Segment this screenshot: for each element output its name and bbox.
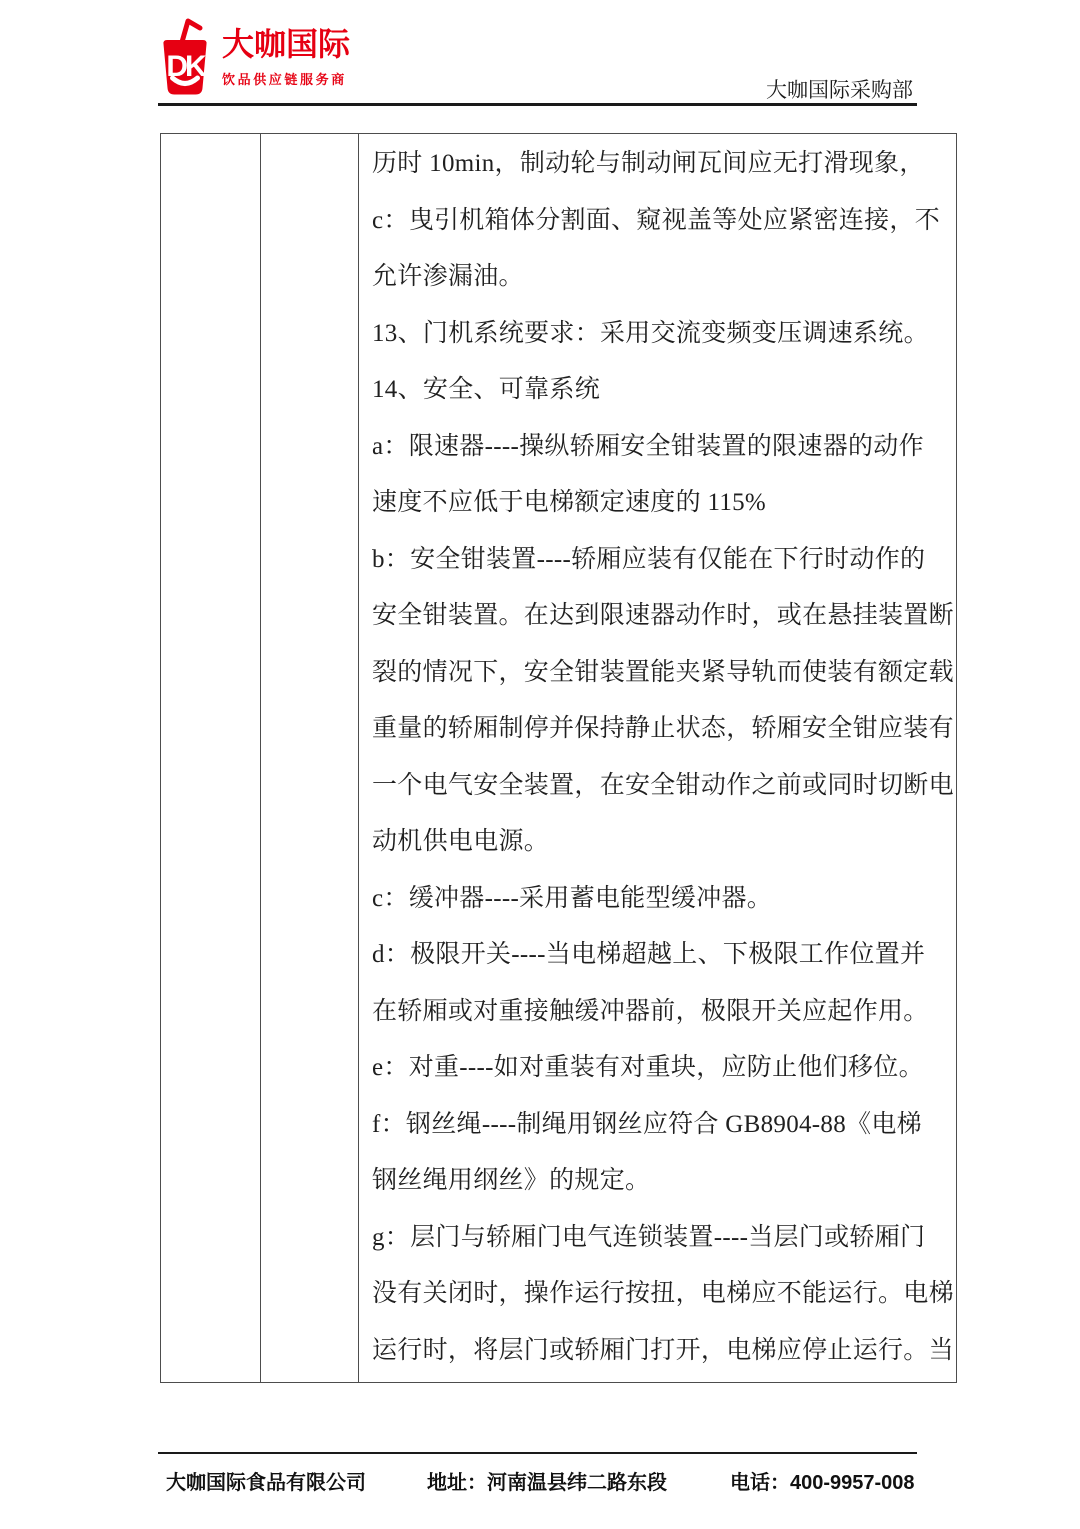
spec-text-line: f：钢丝绳----制绳用钢丝应符合 GB8904-88《电梯	[372, 1110, 922, 1138]
brand-text-block	[222, 26, 482, 88]
dk-cup-icon	[159, 12, 211, 100]
dk-cup-letters: DK	[166, 50, 204, 83]
brand-name: 大咖国际	[222, 26, 351, 62]
spec-text-line: 运行时，将层门或轿厢门打开，电梯应停止运行。当	[372, 1336, 954, 1364]
spec-text-cell	[372, 136, 954, 1380]
spec-text-line: c：缓冲器----采用蓄电能型缓冲器。	[372, 884, 773, 912]
footer-address: 地址：河南温县纬二路东段	[427, 1472, 667, 1494]
table-cell-empty-1	[161, 134, 259, 1382]
table-cell-empty-2	[259, 134, 357, 1382]
footer-divider	[158, 1452, 917, 1454]
spec-text-line: 裂的情况下，安全钳装置能夹紧导轨而使装有额定载	[372, 658, 954, 686]
table-column-divider-1	[260, 134, 262, 1382]
spec-text-line: 速度不应低于电梯额定速度的 115%	[372, 489, 767, 516]
spec-text-line: 历时 10min，制动轮与制动闸瓦间应无打滑现象，	[372, 150, 925, 177]
footer-phone: 电话：400-9957-008	[730, 1472, 915, 1494]
table-column-divider-2	[358, 134, 360, 1382]
spec-text-line: g：层门与轿厢门电气连锁装置----当层门或轿厢门	[372, 1223, 926, 1251]
spec-text-line: 允许渗漏油。	[372, 263, 524, 290]
spec-text-line: 动机供电电源。	[372, 828, 550, 855]
spec-text-line: d：极限开关----当电梯超越上、下极限工作位置并	[372, 941, 926, 968]
spec-text-line: 重量的轿厢制停并保持静止状态，轿厢安全钳应装有	[372, 715, 954, 742]
spec-text-line: 安全钳装置。在达到限速器动作时，或在悬挂装置断	[372, 602, 954, 629]
brand-tagline: 饮品供应链服务商	[222, 72, 347, 87]
spec-text-line: 13、门机系统要求：采用交流变频变压调速系统。	[372, 319, 929, 347]
spec-text-line: e：对重----如对重装有对重块，应防止他们移位。	[372, 1054, 924, 1081]
spec-text-line: 钢丝绳用纲丝》的规定。	[372, 1167, 651, 1194]
spec-table	[160, 133, 957, 1383]
department-title: 大咖国际采购部	[766, 78, 913, 102]
brand-logo	[159, 12, 351, 100]
spec-text-line: 14、安全、可靠系统	[372, 376, 601, 403]
spec-text-line: 在轿厢或对重接触缓冲器前，极限开关应起作用。	[372, 997, 929, 1025]
header-divider	[158, 103, 917, 106]
spec-text-line: a：限速器----操纵轿厢安全钳装置的限速器的动作	[372, 432, 924, 460]
footer-company: 大咖国际食品有限公司	[166, 1472, 366, 1494]
spec-text-line: 没有关闭时，操作运行按扭，电梯应不能运行。电梯	[372, 1280, 954, 1307]
spec-text-line: b：安全钳装置----轿厢应装有仅能在下行时动作的	[372, 545, 926, 573]
spec-text-line: 一个电气安全装置，在安全钳动作之前或同时切断电	[372, 771, 954, 799]
spec-text-line: c：曳引机箱体分割面、窥视盖等处应紧密连接，不	[372, 206, 940, 234]
